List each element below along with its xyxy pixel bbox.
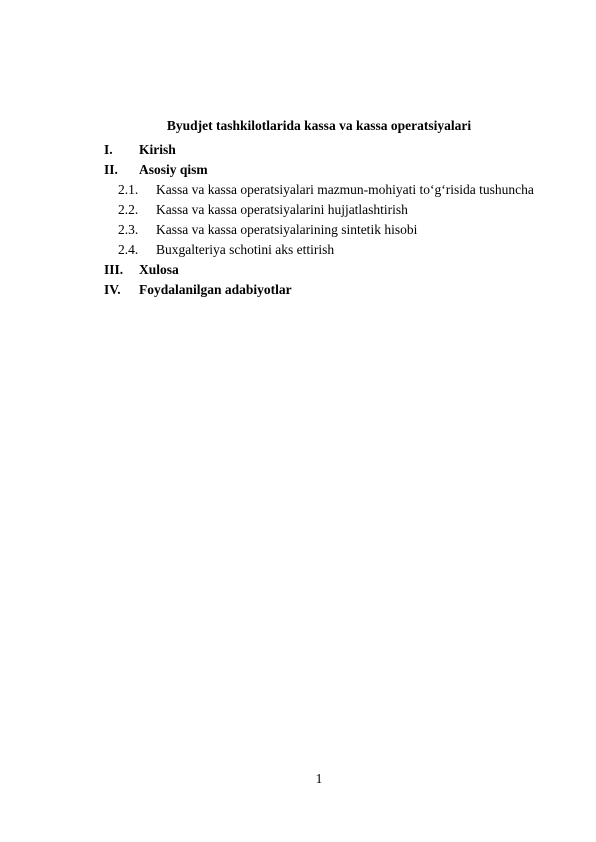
toc-item-label: Kassa va kassa operatsiyalarining sintetik hisobi <box>156 222 418 237</box>
toc-item-label: Kirish <box>139 142 176 157</box>
toc-item-label: Foydalanilgan adabiyotlar <box>139 282 292 297</box>
toc-item-number: I. <box>104 142 113 157</box>
toc-item-number: III. <box>104 262 124 277</box>
toc-item-label: Buxgalteriya schotini aks ettirish <box>156 242 335 257</box>
toc-item-number: 2.2. <box>118 202 139 217</box>
toc-item-number: IV. <box>104 282 121 297</box>
page-number: 1 <box>315 771 323 786</box>
toc-item-label: Kassa va kassa operatsiyalari mazmun-mohiyati to‘g‘risida tushuncha <box>156 182 534 197</box>
toc-item-number: 2.1. <box>118 182 139 197</box>
document-title: Byudjet tashkilotlarida kassa va kassa operatsiyalari <box>166 118 472 133</box>
toc-item-label: Kassa va kassa operatsiyalarini hujjatlashtirish <box>156 202 408 217</box>
toc-item-number: 2.3. <box>118 222 139 237</box>
toc-item-number: II. <box>104 162 118 177</box>
toc-item-label: Xulosa <box>139 262 179 277</box>
toc-item-number: 2.4. <box>118 242 139 257</box>
toc-item-label: Asosiy qism <box>139 162 208 177</box>
